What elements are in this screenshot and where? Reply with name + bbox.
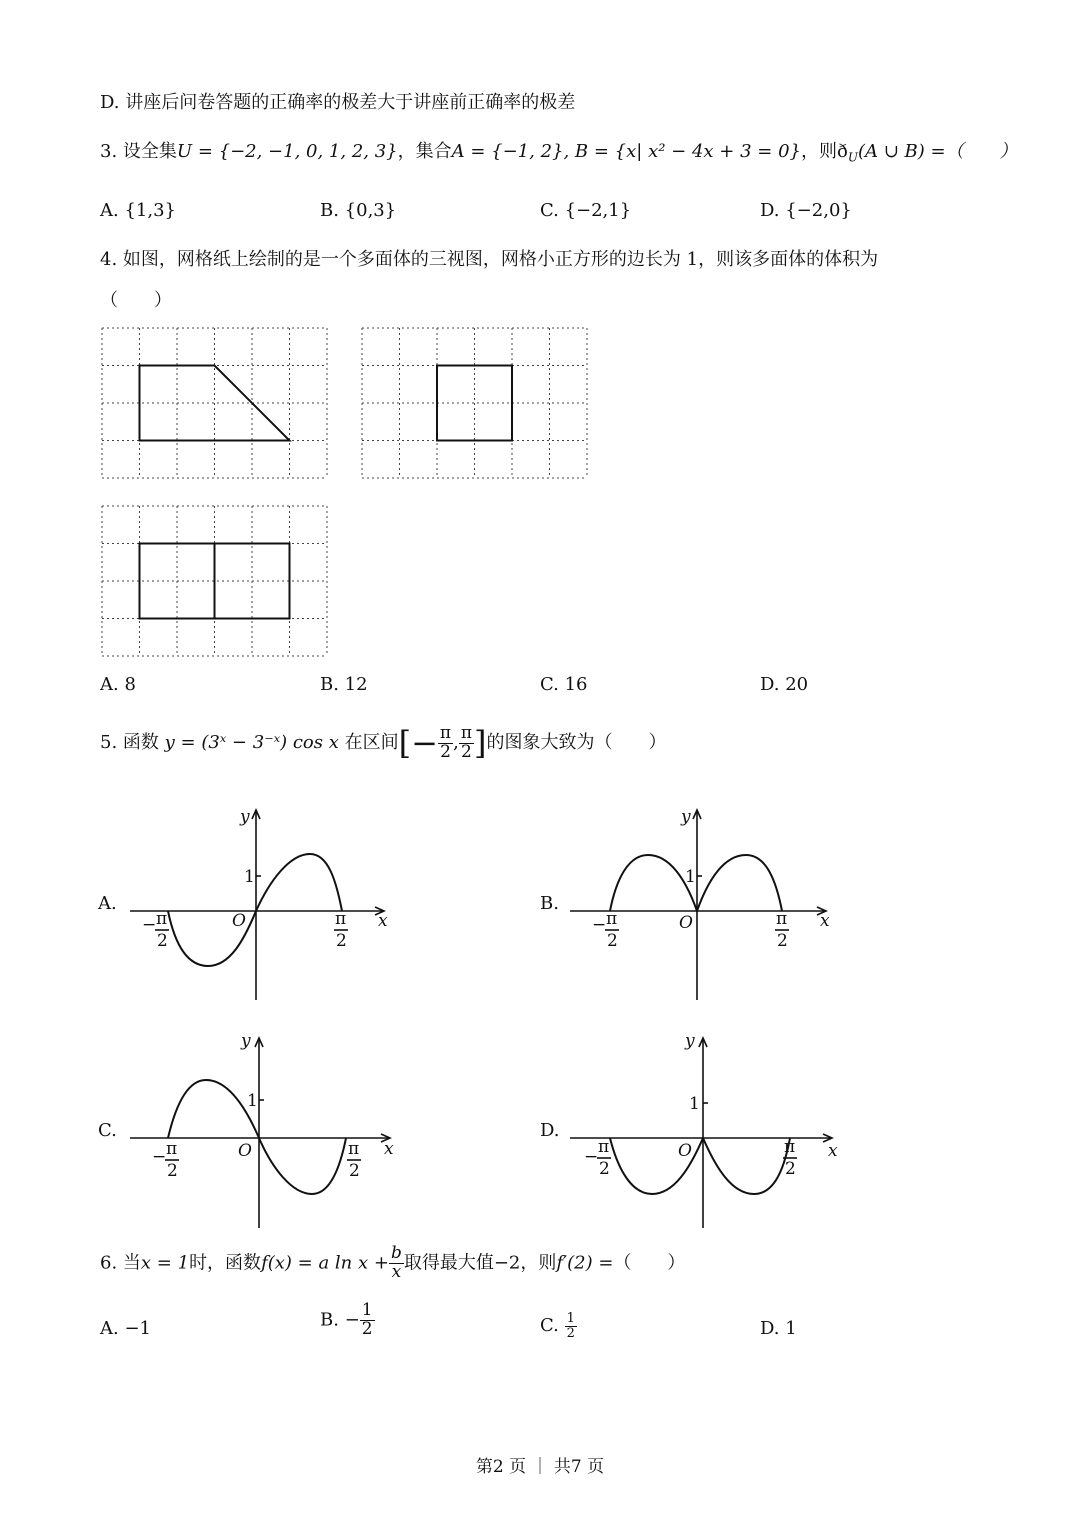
q6-option-c-label: C. xyxy=(540,1315,559,1337)
curve xyxy=(610,855,782,911)
q5-stem-c: 的图象大致为（ ） xyxy=(486,732,667,754)
q3-set-u: U = {−2, −1, 0, 1, 2, 3} xyxy=(176,141,398,162)
q3-number: 3. xyxy=(100,141,118,162)
q6-stem xyxy=(100,1245,685,1282)
q5-frac-left-den: 2 xyxy=(440,741,451,762)
q5-stem-a: 函数 xyxy=(122,732,159,754)
q3-stem-c: ，则 xyxy=(800,141,837,162)
side-view-grid xyxy=(362,328,588,478)
q5-interval-left: [− xyxy=(398,724,438,762)
q6-stem-a: 当 xyxy=(122,1252,141,1274)
x-label: x xyxy=(384,1139,394,1159)
q6-option-c xyxy=(540,1312,577,1340)
q4-number: 4. xyxy=(100,249,118,270)
q5-graph-a xyxy=(120,800,400,1010)
q5-interval-comma: , xyxy=(453,732,459,754)
q3-option-b: B. {0,3} xyxy=(320,200,397,221)
q5-graph-c-label: C. xyxy=(98,1120,117,1141)
q4-option-d: D. 20 xyxy=(760,674,809,695)
q5-stem xyxy=(100,724,666,762)
q6-option-c-num: 1 xyxy=(566,1311,575,1326)
q3-option-a: A. {1,3} xyxy=(100,200,176,221)
q4-stem-text: 如图，网格纸上绘制的是一个多面体的三视图，网格小正方形的边长为 1，则该多面体的体积为 xyxy=(122,249,879,270)
q6-option-d: D. 1 xyxy=(760,1318,797,1339)
q6-option-b-minus: − xyxy=(344,1309,360,1331)
neg-two: 2 xyxy=(607,931,618,951)
o-label: O xyxy=(678,1141,692,1161)
top-view-grid xyxy=(102,506,328,656)
y-label: y xyxy=(240,807,250,827)
q3-complement: ð xyxy=(836,141,848,162)
pos-two: 2 xyxy=(336,931,347,951)
q6-option-b-num: 1 xyxy=(361,1300,373,1320)
q6-option-c-frac xyxy=(565,1312,577,1340)
neg-pi: π xyxy=(156,909,168,929)
y-label: y xyxy=(681,807,691,827)
q6-frac-num: b xyxy=(390,1243,402,1263)
q3-complement-sub: U xyxy=(847,150,858,165)
pos-pi: π xyxy=(784,1137,796,1157)
q6-max-value: −2 xyxy=(493,1252,521,1274)
page-footer: 第2 页 ｜ 共7 页 xyxy=(475,1457,605,1477)
curve xyxy=(610,1138,790,1194)
neg-sign: − xyxy=(152,1147,167,1167)
q4-paren: （ ） xyxy=(100,290,172,311)
curve xyxy=(168,854,342,966)
x-label: x xyxy=(378,911,388,931)
q6-fraction xyxy=(389,1245,404,1282)
q6-frac-den: x xyxy=(391,1261,402,1282)
q4-option-b: B. 12 xyxy=(320,674,368,695)
q3-option-d: D. {−2,0} xyxy=(760,200,852,221)
q5-frac-right xyxy=(459,722,474,762)
q6-number: 6. xyxy=(100,1252,118,1274)
q5-frac-right-num: π xyxy=(460,722,472,743)
q3-stem-b: ，集合 xyxy=(397,141,452,162)
q6-paren: （ ） xyxy=(613,1252,686,1274)
front-view-gridlines xyxy=(102,328,327,478)
pos-pi: π xyxy=(348,1139,360,1159)
q6-option-b-den: 2 xyxy=(361,1318,373,1339)
pos-two: 2 xyxy=(785,1159,796,1179)
one-label: 1 xyxy=(244,867,255,887)
neg-sign: − xyxy=(592,915,607,935)
q5-frac-left-num: π xyxy=(439,722,452,743)
neg-sign: − xyxy=(142,915,157,935)
q5-graph-d xyxy=(562,1028,852,1238)
q3-option-c: C. {−2,1} xyxy=(540,200,632,221)
neg-two: 2 xyxy=(167,1161,178,1181)
q3-stem-a: 设全集 xyxy=(122,141,177,162)
x-label: x xyxy=(828,1141,838,1161)
q4-stem xyxy=(100,249,878,271)
q5-frac-right-den: 2 xyxy=(460,741,472,762)
q6-option-b-label: B. xyxy=(320,1309,339,1331)
neg-sign: − xyxy=(584,1147,599,1167)
q6-option-b-frac xyxy=(360,1302,375,1339)
q5-graph-b-label: B. xyxy=(540,893,559,914)
q6-function: f(x) = a ln x + xyxy=(261,1252,389,1274)
o-label: O xyxy=(679,913,693,933)
side-view-gridlines xyxy=(362,328,587,478)
q5-graph-a-label: A. xyxy=(98,893,117,914)
q3-stem xyxy=(100,141,1018,165)
q6-stem-c: 取得最大值 xyxy=(403,1252,494,1274)
neg-two: 2 xyxy=(157,931,168,951)
q5-graph-c xyxy=(120,1028,400,1238)
q5-stem-b: 在区间 xyxy=(344,732,399,754)
pos-two: 2 xyxy=(777,931,788,951)
q5-graph-d-label: D. xyxy=(540,1120,560,1141)
x-label: x xyxy=(820,911,830,931)
pos-pi: π xyxy=(776,909,788,929)
q6-condition: x = 1 xyxy=(140,1252,190,1274)
q5-number: 5. xyxy=(100,732,118,754)
q4-option-c: C. 16 xyxy=(540,674,588,695)
one-label: 1 xyxy=(685,867,696,887)
y-label: y xyxy=(685,1031,695,1051)
q5-frac-left xyxy=(438,722,453,762)
q6-option-b xyxy=(320,1302,375,1339)
q6-derivative: f′(2) = xyxy=(556,1252,614,1274)
pos-pi: π xyxy=(335,909,347,929)
q5-interval-right: ] xyxy=(474,724,487,762)
q5-graph-b xyxy=(562,800,842,1010)
neg-pi: π xyxy=(598,1137,610,1157)
pos-two: 2 xyxy=(349,1161,360,1181)
y-label: y xyxy=(241,1031,251,1051)
neg-two: 2 xyxy=(599,1159,610,1179)
q6-option-c-den: 2 xyxy=(566,1325,575,1341)
neg-pi: π xyxy=(166,1139,178,1159)
q6-stem-d: ，则 xyxy=(520,1252,557,1274)
neg-pi: π xyxy=(606,909,618,929)
q6-option-a: A. −1 xyxy=(100,1318,151,1339)
q5-function: y = (3ˣ − 3⁻ˣ) cos x xyxy=(164,732,339,754)
q6-stem-b: 时，函数 xyxy=(189,1252,262,1274)
q2-option-d: D. 讲座后问卷答题的正确率的极差大于讲座前正确率的极差 xyxy=(100,92,576,113)
q3-expr: (A ∪ B) =（ ） xyxy=(857,141,1018,162)
q4-option-a: A. 8 xyxy=(100,674,136,695)
front-view-grid xyxy=(102,328,328,478)
q3-set-ab: A = {−1, 2}, B = {x| x² − 4x + 3 = 0} xyxy=(451,141,801,162)
o-label: O xyxy=(232,911,246,931)
o-label: O xyxy=(238,1141,252,1161)
one-label: 1 xyxy=(689,1094,700,1114)
one-label: 1 xyxy=(247,1091,258,1111)
